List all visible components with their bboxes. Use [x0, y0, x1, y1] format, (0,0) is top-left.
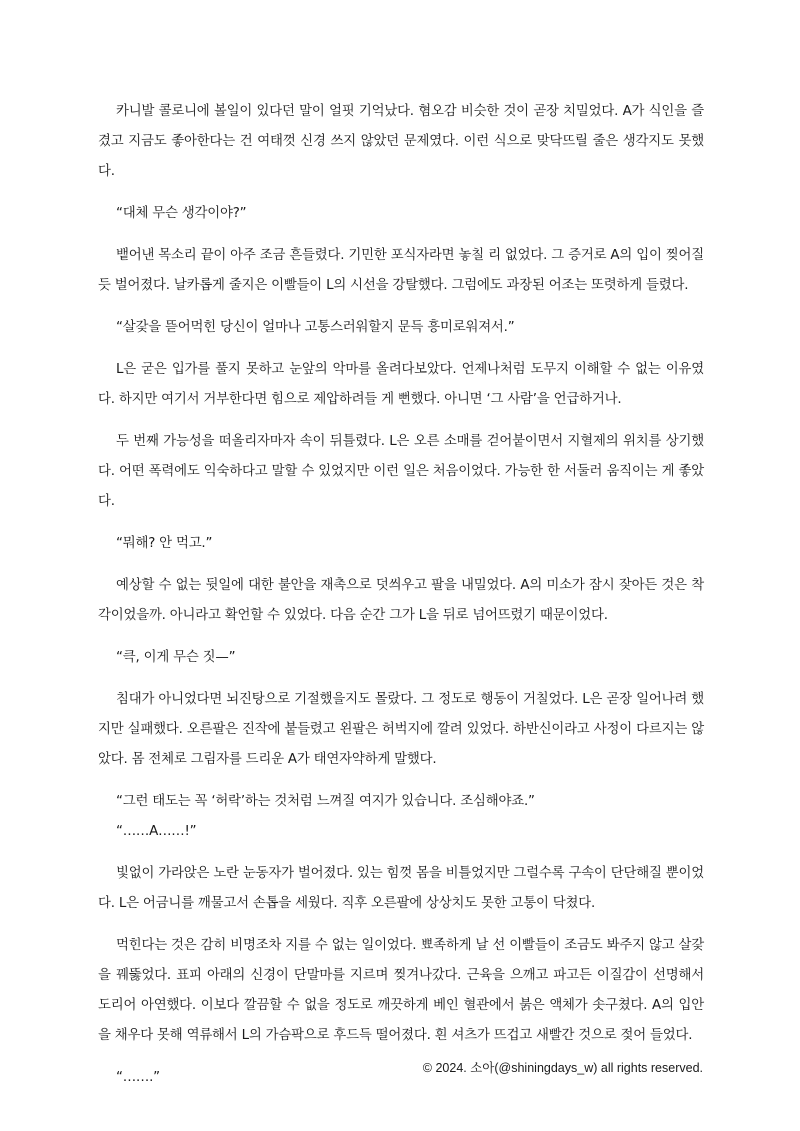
dialogue-line: “대체 무슨 생각이야?” [116, 206, 247, 221]
paragraph: 먹힌다는 것은 감히 비명조차 지를 수 없는 일이었다. 뾰족하게 날 선 이빨들이 조금도 봐주지 않고 살갗을 꿰뚫었다. 표피 아래의 신경이 단말마를 지르며 찢겨나갔다. 근육을 으깨고 파고든 이질감이 선명해서 도리어 아연했다. 이보다 깔끔할 수 없을 정도로 깨끗하게 베인 혈관에서 붉은 액체가 솟구쳤다. A의 입안을 채우다 못해 역류해서 L의 가슴팍으로 후드득 떨어졌다. 흰 셔츠가 뜨겁고 새빨간 것으로 젖어 들었다. [98, 938, 704, 1043]
paragraph: 카니발 콜로니에 볼일이 있다던 말이 얼핏 기억났다. 혐오감 비슷한 것이 곧장 치밀었다. A가 식인을 즐겼고 지금도 좋아한다는 건 여태껏 신경 쓰지 않았던 문제였다. 이런 식으로 맞닥뜨릴 줄은 생각지도 못했다. [98, 104, 704, 179]
dialogue-line: “……A……!” [116, 824, 197, 839]
story-body [98, 97, 704, 1105]
dialogue-line: “그런 태도는 꼭 ‘허락’하는 것처럼 느껴질 여지가 있습니다. 조심해야죠.” [116, 794, 535, 809]
paragraph: 뱉어낸 목소리 끝이 아주 조금 흔들렸다. 기민한 포식자라면 놓칠 리 없었다. 그 증거로 A의 입이 찢어질 듯 벌어졌다. 날카롭게 줄지은 이빨들이 L의 시선을 강탈했다. 그럼에도 과장된 어조는 또렷하게 들렸다. [98, 248, 704, 293]
paragraph: 침대가 아니었다면 뇌진탕으로 기절했을지도 몰랐다. 그 정도로 행동이 거칠었다. L은 곧장 일어나려 했지만 실패했다. 오른팔은 진작에 붙들렸고 왼팔은 허벅지에 깔려 있었다. 하반신이라고 사정이 다르지는 않았다. 몸 전체로 그림자를 드리운 A가 태연자약하게 말했다. [98, 692, 704, 767]
paragraph: L은 굳은 입가를 풀지 못하고 눈앞의 악마를 올려다보았다. 언제나처럼 도무지 이해할 수 없는 이유였다. 하지만 여기서 거부한다면 힘으로 제압하려들 게 뻔했다. 아니면 ‘그 사람’을 언급하거나. [98, 362, 704, 407]
dialogue-line: “뭐해? 안 먹고.” [116, 536, 213, 551]
dialogue-line: “살갗을 뜯어먹힌 당신이 얼마나 고통스러워할지 문득 흥미로워져서.” [116, 320, 515, 335]
paragraph: 두 번째 가능성을 떠올리자마자 속이 뒤틀렸다. L은 오른 소매를 걷어붙이면서 지혈제의 위치를 상기했다. 어떤 폭력에도 익숙하다고 말할 수 있었지만 이런 일은 처음이었다. 가능한 한 서둘러 움직이는 게 좋았다. [98, 434, 704, 509]
paragraph: 예상할 수 없는 뒷일에 대한 불안을 재촉으로 덧씌우고 팔을 내밀었다. A의 미소가 잠시 잦아든 것은 착각이었을까. 아니라고 확언할 수 있었다. 다음 순간 그가 L을 뒤로 넘어뜨렸기 때문이었다. [98, 578, 704, 623]
dialogue-line: “큭, 이게 무슨 짓—” [116, 650, 236, 665]
dialogue-line: “…….” [116, 1070, 160, 1085]
paragraph: 빛없이 가라앉은 노란 눈동자가 벌어졌다. 있는 힘껏 몸을 비틀었지만 그럴수록 구속이 단단해질 뿐이었다. L은 어금니를 깨물고서 손톱을 세웠다. 직후 오른팔에 상상치도 못한 고통이 닥쳤다. [98, 866, 704, 911]
copyright-footer: © 2024. 소아(@shiningdays_w) all rights reserved. [422, 1061, 703, 1075]
